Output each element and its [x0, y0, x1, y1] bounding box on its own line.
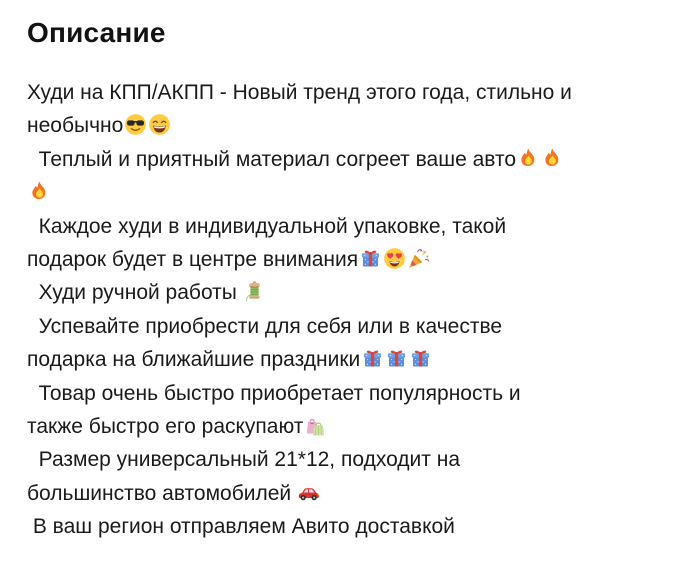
text-run: Теплый и приятный материал согреет ваше авто [27, 147, 517, 171]
text-run: также быстро его раскупают [27, 414, 304, 438]
description-line [27, 377, 675, 410]
description-line [27, 210, 675, 243]
fire-icon [28, 180, 51, 203]
text-run: Каждое худи в индивидуальной упаковке, такой [27, 214, 507, 238]
thread-icon [243, 280, 266, 303]
fire-icon [541, 147, 564, 170]
red-car-icon [297, 481, 320, 504]
description-line [27, 310, 675, 343]
description-line [27, 243, 675, 276]
text-run: Худи на КПП/АКПП - Новый тренд этого года, стильно и [27, 81, 572, 104]
description-line [27, 410, 675, 443]
description-line [27, 176, 675, 209]
description-line [27, 76, 675, 109]
description-line [27, 443, 675, 476]
wrapped-gift-icon [361, 347, 384, 370]
description-line [27, 109, 675, 142]
text-run: подарок будет в центре внимания [27, 247, 359, 271]
description-line [27, 143, 675, 176]
text-run: Худи ручной работы [27, 281, 243, 305]
text-run: необычно [27, 114, 124, 138]
wrapped-gift-icon [409, 347, 432, 370]
section-title: Описание [27, 17, 166, 48]
text-run: Товар очень быстро приобретает популярность и [27, 381, 521, 405]
description-text [27, 76, 675, 543]
smiling-face-sunglasses-icon [124, 113, 147, 136]
description-line [27, 343, 675, 376]
description-line [27, 477, 675, 510]
text-run: Успевайте приобрести для себя или в качестве [27, 314, 503, 338]
wrapped-gift-icon [385, 347, 408, 370]
text-run: большинство автомобилей [27, 481, 297, 505]
shopping-bags-icon [304, 414, 327, 437]
fire-icon [517, 147, 540, 170]
grinning-face-icon [148, 113, 171, 136]
text-run: В ваш регион отправляем Авито доставкой [27, 515, 455, 539]
wrapped-gift-icon [359, 247, 382, 270]
description-line [27, 276, 675, 309]
party-popper-icon [407, 247, 430, 270]
description-line [27, 510, 675, 543]
text-run: Размер универсальный 21*12, подходит на [27, 448, 461, 472]
text-run: подарка на ближайшие праздники [27, 348, 361, 372]
heart-eyes-face-icon [383, 247, 406, 270]
